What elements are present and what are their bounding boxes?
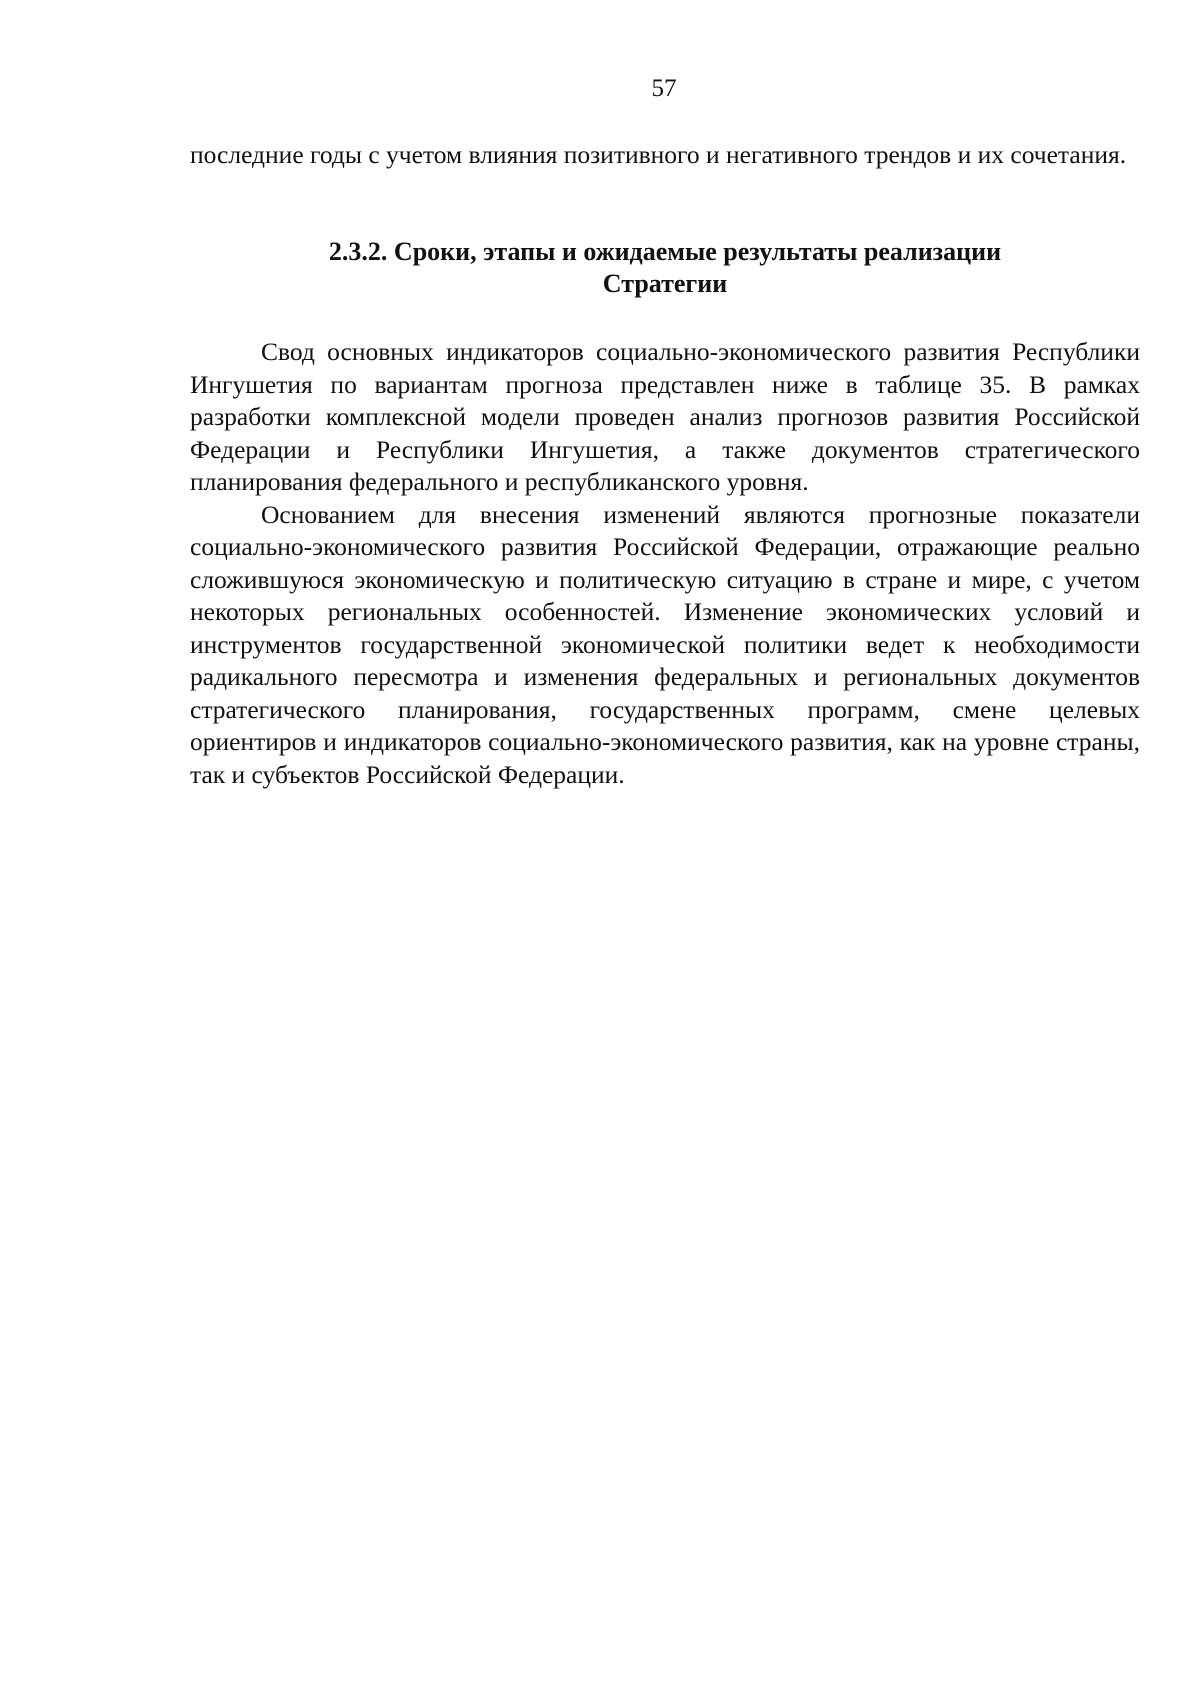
continuation-paragraph: последние годы с учетом влияния позитивного и негативного трендов и их сочетания. [190, 140, 1127, 169]
section-body [190, 336, 1140, 791]
paragraph-indicators: Свод основных индикаторов социально-экономического развития Республики Ингушетия по вариантам прогноза представлен ниже в таблице 35. В рамках разработки комплексной модели проведен анализ прогнозов развития Российской Федерации и Республики Ингушетия, а также документов стратегического планирования федерального и республиканского уровня. [190, 337, 1140, 496]
section-heading-line-1: 2.3.2. Сроки, этапы и ожидаемые результаты реализации [328, 237, 1002, 266]
page-number: 57 [651, 75, 677, 102]
section-heading [190, 236, 1140, 300]
paragraph-basis-for-changes: Основанием для внесения изменений являются прогнозные показатели социально-экономического развития Российской Федерации, отражающие реально сложившуюся экономическую и политическую ситуацию в стране и мире, с учетом некоторых региональных особенностей. Изменение экономических условий и инструментов государственной экономической политики ведет к необходимости радикального пересмотра и изменения федеральных и региональных документов стратегического планирования, государственных программ, смене целевых ориентиров и индикаторов социально-экономического развития, как на уровне страны, так и субъектов Российской Федерации. [190, 499, 1140, 789]
section-heading-line-2: Стратегии [602, 269, 728, 298]
